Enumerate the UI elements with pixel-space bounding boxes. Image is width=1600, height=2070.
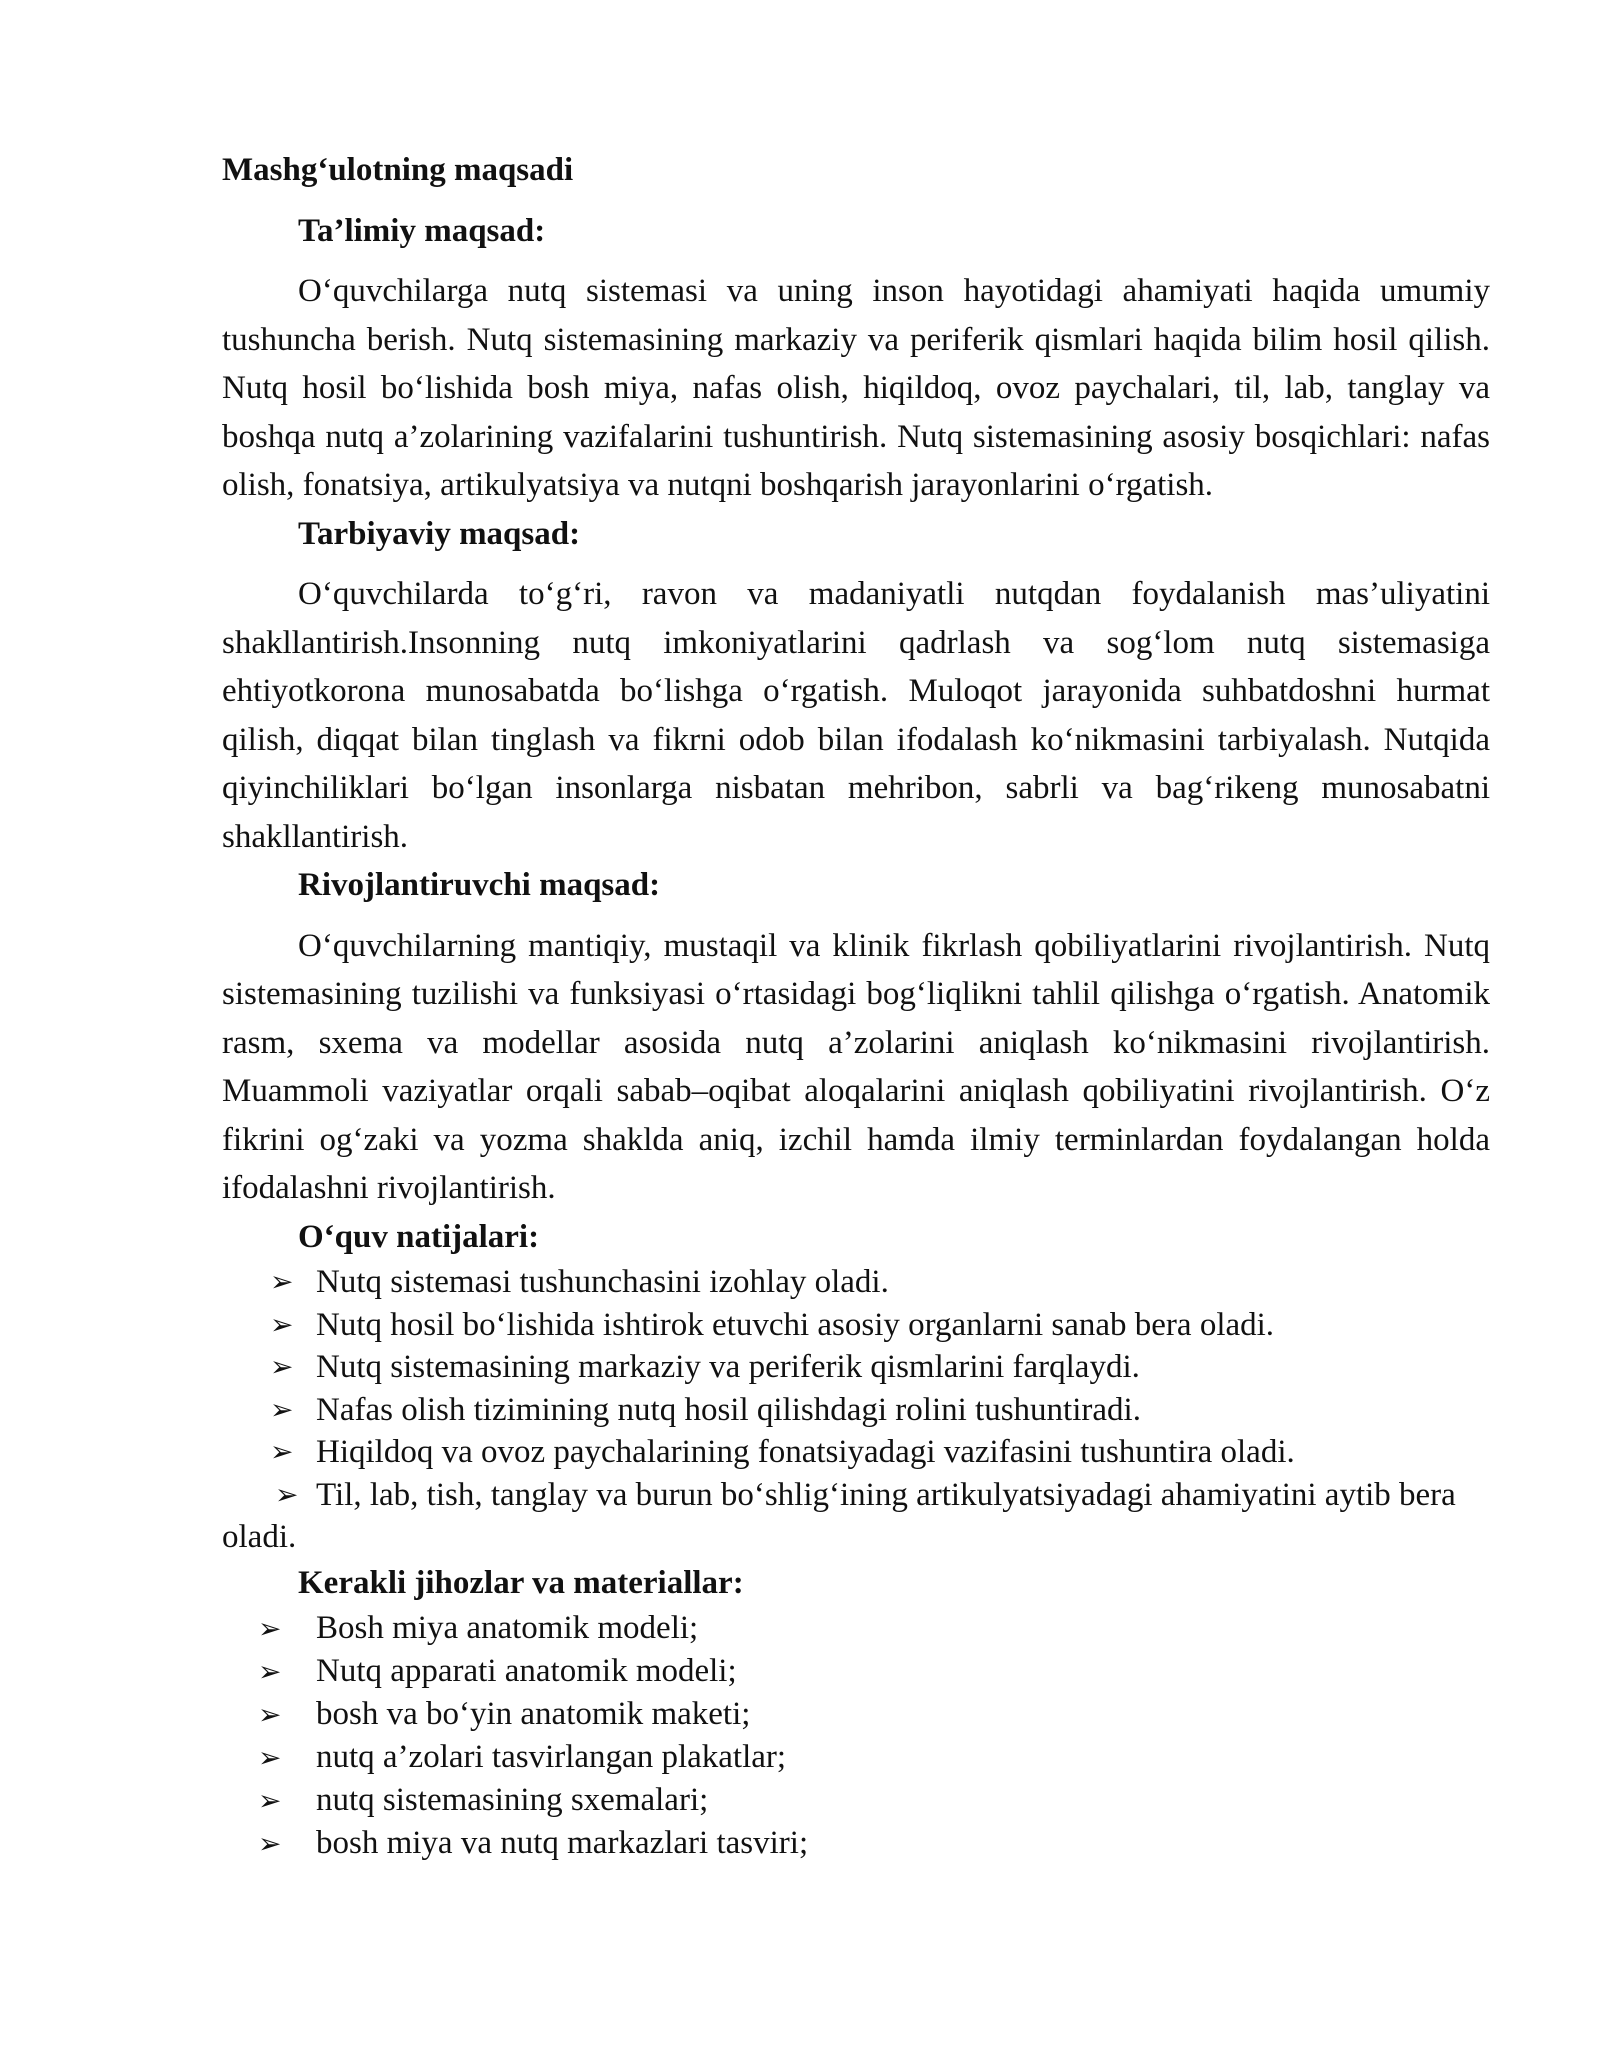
list-item [222,1261,1490,1304]
document-title: Mashg‘ulotning maqsadi [222,152,574,188]
list-item-text: nutq sistemasining sxemalari; [316,1782,709,1818]
developmental-goal-heading: Rivojlantiruvchi maqsad: [298,867,661,903]
list-item [222,1650,1490,1693]
list-item [222,1607,1490,1650]
educational-goal-text: O‘quvchilarga nutq sistemasi va uning inson hayotidagi ahamiyati haqida umumiy tushuncha berish. Nutq sistemasining markaziy va periferik qismlari haqida bilim hosil qilish. Nutq hosil bo‘lishida bosh miya, nafas olish, hiqildoq, ovoz paychalari, til, lab, tanglay va boshqa nutq a’zolarining vazifalarini tushuntirish. Nutq sistemasining asosiy bosqichlari: nafas olish, fonatsiya, artikulyatsiya va nutqni boshqarish jarayonlarini o‘rgatish. [222,273,1490,503]
list-item [222,1389,1490,1432]
arrow-right-bullet-icon: ➢ [270,1392,294,1426]
list-item-text: Til, lab, tish, tanglay va burun bo‘shlig‘ining artikulyatsiyadagi ahamiyatini aytib bera oladi. [222,1476,1456,1555]
list-item [222,1779,1490,1822]
list-item-text: Nutq sistemasi tushunchasini izohlay oladi. [316,1264,889,1300]
arrow-right-bullet-icon: ➢ [270,1350,294,1383]
list-item-text: bosh miya va nutq markazlari tasviri; [316,1825,809,1861]
upbringing-goal-text: O‘quvchilarda to‘g‘ri, ravon va madaniyatli nutqdan foydalanish mas’uliyatini shakllantirish.Insonning nutq imkoniyatlarini qadrlash va sog‘lom nutq sistemasiga ehtiyotkorona munosabatda bo‘lishga o‘rgatish. Muloqot jarayonida suhbatdoshni hurmat qilish, diqqat bilan tinglash va fikrni odob bilan ifodalash ko‘nikmasini tarbiyalash. Nutqida qiyinchiliklari bo‘lgan insonlarga nisbatan mehribon, sabrli va bag‘rikeng munosabatni shakllantirish. [222,576,1490,855]
developmental-goal-text: O‘quvchilarning mantiqiy, mustaqil va klinik fikrlash qobiliyatlarini rivojlantirish. Nutq sistemasining tuzilishi va funksiyasi o‘rtasidagi bog‘liqlikni tahlil qilishga o‘rgatish. Anatomik rasm, sxema va modellar asosida nutq a’zolarini aniqlash ko‘nikmasini rivojlantirish. Muammoli vaziyatlar orqali sabab–oqibat aloqalarini aniqlash qobiliyatini rivojlantirish. O‘z fikrini og‘zaki va yozma shaklda aniq, izchil hamda ilmiy terminlardan foydalangan holda ifodalashni rivojlantirish. [222,927,1490,1206]
list-item-text: nutq a’zolari tasvirlangan plakatlar; [316,1739,787,1775]
arrow-right-bullet-icon: ➢ [258,1827,282,1860]
materials-heading: Kerakli jihozlar va materiallar: [298,1564,744,1601]
arrow-right-bullet-icon: ➢ [258,1612,282,1645]
learning-outcomes-heading: O‘quv natijalari: [298,1218,540,1255]
list-item [222,1304,1490,1347]
upbringing-goal-heading: Tarbiyaviy maqsad: [298,515,581,552]
materials-list [222,1607,1490,1865]
list-item [222,1736,1490,1779]
list-item-text: Bosh miya anatomik modeli; [316,1610,699,1646]
arrow-right-bullet-icon: ➢ [258,1784,282,1817]
learning-outcomes-list [222,1261,1490,1559]
list-item [222,1474,1490,1559]
list-item [222,1693,1490,1736]
arrow-right-bullet-icon: ➢ [258,1655,282,1688]
list-item-text: Nutq apparati anatomik modeli; [316,1653,737,1689]
list-item [222,1822,1490,1865]
list-item [222,1431,1490,1474]
list-item-text: bosh va bo‘yin anatomik maketi; [316,1696,751,1732]
list-item [222,1346,1490,1389]
list-item-text: Nafas olish tizimining nutq hosil qilishdagi rolini tushuntiradi. [316,1391,1141,1428]
arrow-right-bullet-icon: ➢ [270,1307,294,1341]
arrow-right-bullet-icon: ➢ [275,1477,299,1511]
list-item-text: Nutq sistemasining markaziy va periferik qismlarini farqlaydi. [316,1349,1140,1385]
arrow-right-bullet-icon: ➢ [270,1265,294,1298]
document-body [222,146,1490,1865]
educational-goal-heading: Ta’limiy maqsad: [298,212,546,249]
list-item-text: Nutq hosil bo‘lishida ishtirok etuvchi asosiy organlarni sanab bera oladi. [316,1306,1275,1343]
arrow-right-bullet-icon: ➢ [258,1741,282,1774]
arrow-right-bullet-icon: ➢ [270,1435,294,1468]
list-item-text: Hiqildoq va ovoz paychalarining fonatsiyadagi vazifasini tushuntira oladi. [316,1434,1295,1470]
arrow-right-bullet-icon: ➢ [258,1698,282,1731]
